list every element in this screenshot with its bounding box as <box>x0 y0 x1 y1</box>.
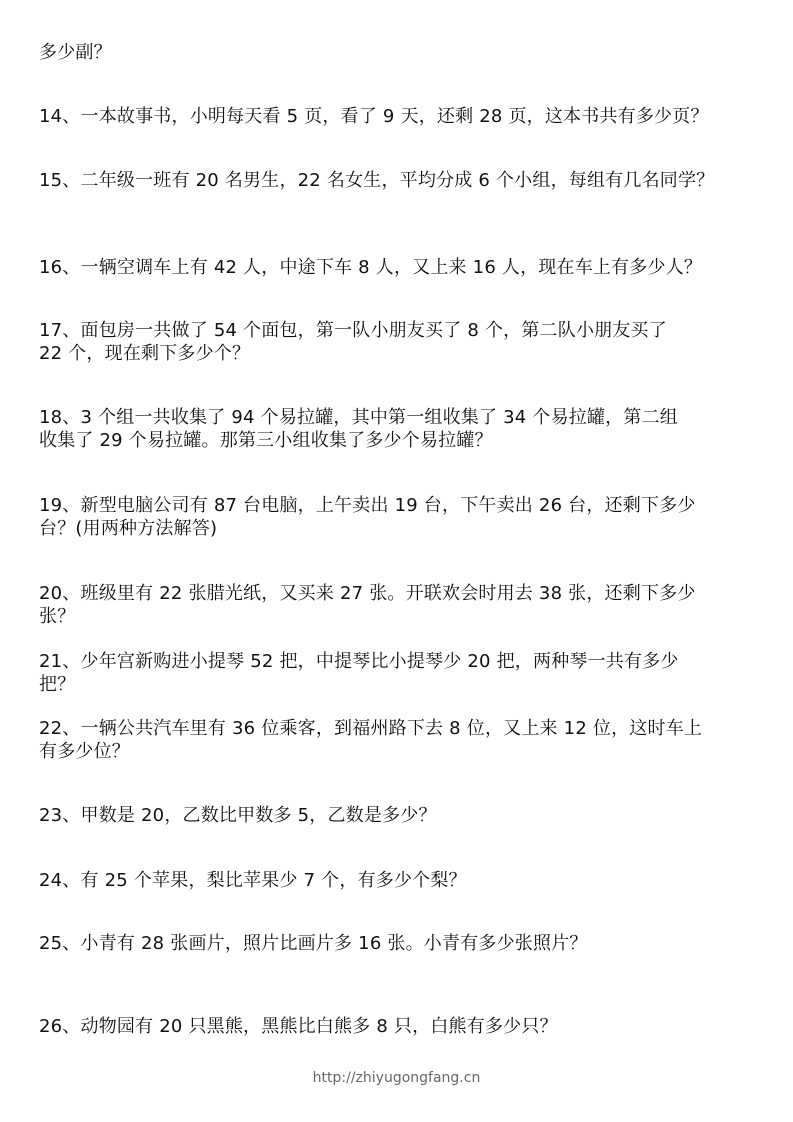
problem-17-line-2: 22 个，现在剩下多少个？ <box>39 343 251 364</box>
problem-13-continuation: 多少副？ <box>39 42 112 63</box>
problem-26: 26、动物园有 20 只黑熊，黑熊比白熊多 8 只，白熊有多少只？ <box>39 1016 558 1037</box>
problem-16: 16、一辆空调车上有 42 人，中途下车 8 人，又上来 16 人，现在车上有多少人？ <box>39 257 703 278</box>
problem-22-line-1: 22、一辆公共汽车里有 36 位乘客，到福州路下去 8 位，又上来 12 位，这时车上 <box>39 718 703 739</box>
footer-url: http://zhiyugongfang.cn <box>312 1070 481 1086</box>
problem-17-line-1: 17、面包房一共做了 54 个面包，第一队小朋友买了 8 个，第二队小朋友买了 <box>39 320 667 341</box>
problem-24: 24、有 25 个苹果，梨比苹果少 7 个，有多少个梨？ <box>39 870 467 891</box>
problem-20-line-2: 张？ <box>39 606 76 627</box>
problem-14: 14、一本故事书，小明每天看 5 页，看了 9 天，还剩 28 页，这本书共有多少页？ <box>39 106 709 127</box>
problem-15: 15、二年级一班有 20 名男生，22 名女生，平均分成 6 个小组，每组有几名同学？ <box>39 170 715 191</box>
problem-19-line-1: 19、新型电脑公司有 87 台电脑，上午卖出 19 台，下午卖出 26 台，还剩下多少 <box>39 495 696 516</box>
problem-18-line-1: 18、3 个组一共收集了 94 个易拉罐，其中第一组收集了 34 个易拉罐，第二组 <box>39 407 678 428</box>
problem-22-line-2: 有多少位？ <box>39 741 130 762</box>
problem-23: 23、甲数是 20，乙数比甲数多 5，乙数是多少？ <box>39 805 437 826</box>
problem-25: 25、小青有 28 张画片，照片比画片多 16 张。小青有多少张照片？ <box>39 933 588 954</box>
problem-21-line-2: 把？ <box>39 674 76 695</box>
problem-21-line-1: 21、少年宫新购进小提琴 52 把，中提琴比小提琴少 20 把，两种琴一共有多少 <box>39 651 679 672</box>
problem-20-line-1: 20、班级里有 22 张腊光纸，又买来 27 张。开联欢会时用去 38 张，还剩下多少 <box>39 583 696 604</box>
problem-19-line-2: 台？(用两种方法解答) <box>39 518 218 539</box>
problem-18-line-2: 收集了 29 个易拉罐。那第三小组收集了多少个易拉罐？ <box>39 430 493 451</box>
